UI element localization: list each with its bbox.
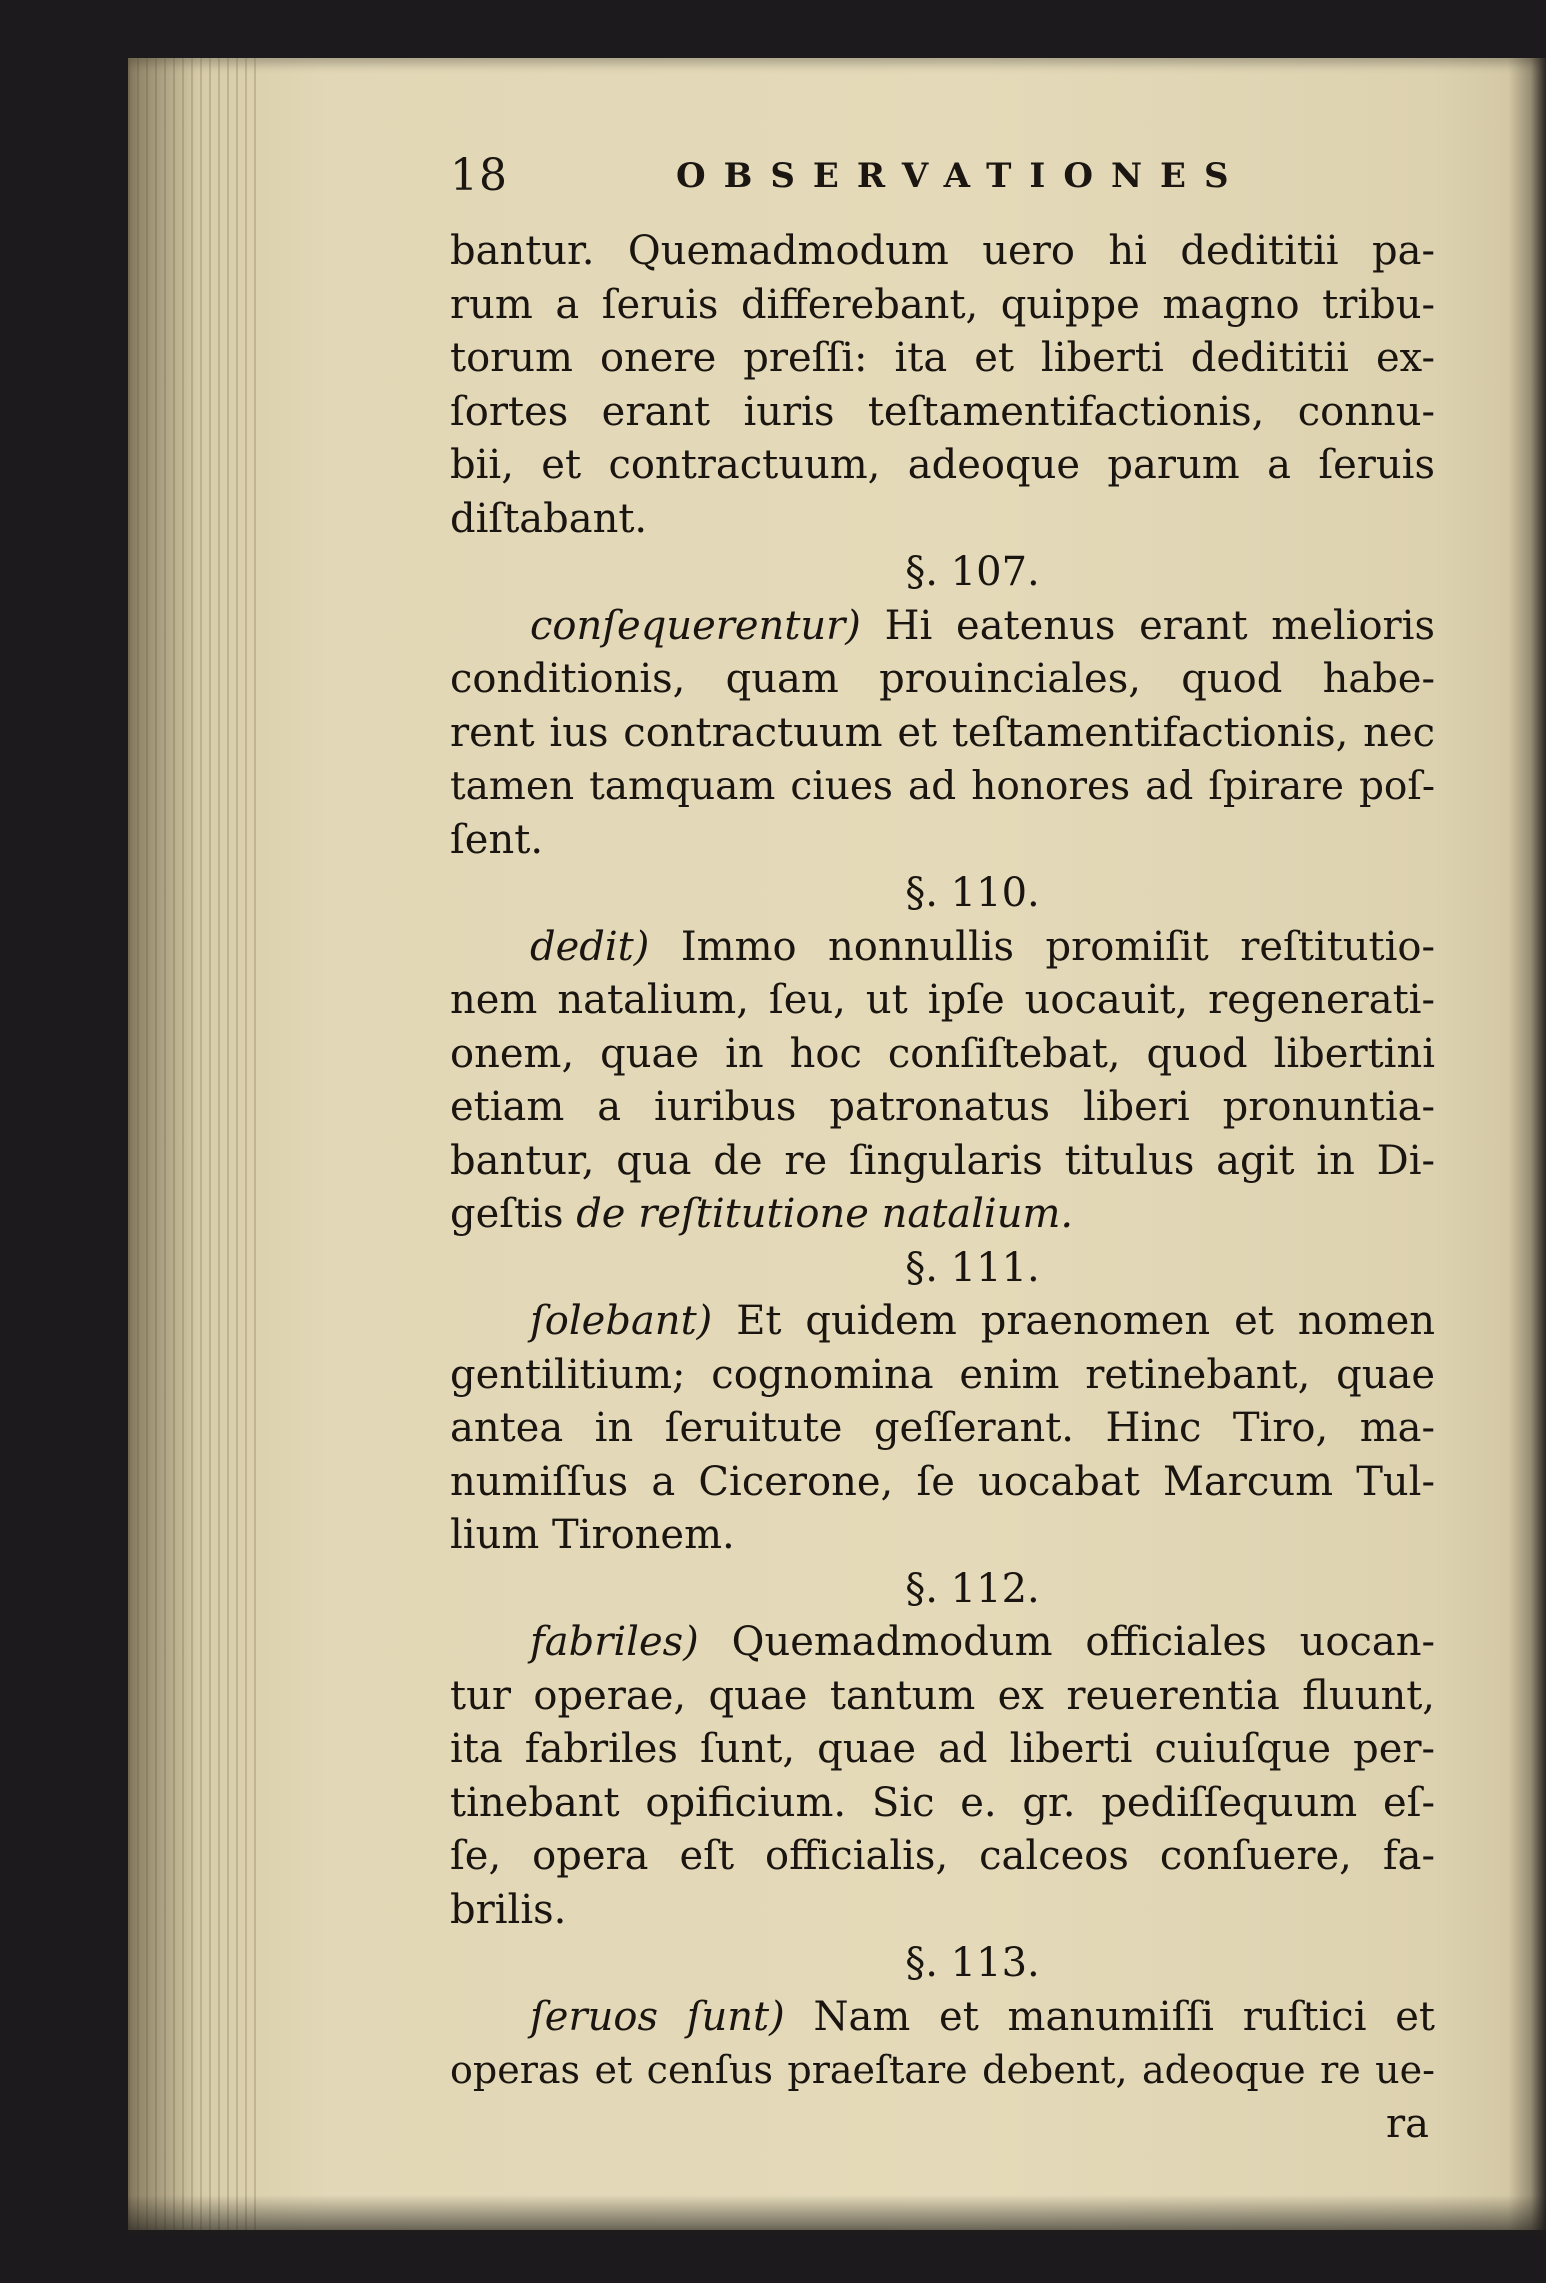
text-line: lium Tironem. (450, 1512, 735, 1558)
text-line: diſtabant. (450, 495, 648, 542)
text-line: rent ius contractuum et teſtamentifactionis, nec (450, 709, 1435, 756)
text-line: tinebant opificium. Sic e. gr. pediſſequum eſ- (450, 1779, 1435, 1826)
italic-title: de reſtitutione natalium. (576, 1191, 1074, 1237)
section-number (450, 867, 1435, 921)
text-line: ſortes erant iuris teſtamentifactionis, connu- (450, 388, 1435, 435)
bottom-page-edge (128, 2195, 1546, 2235)
section-110 (450, 867, 1435, 1242)
text-line: etiam a iuribus patronatus liberi pronuntia- (450, 1084, 1435, 1130)
text-line: gentilitium; cognomina enim retinebant, quae (450, 1351, 1435, 1398)
section-number-text: §. 113. (905, 1940, 1040, 1986)
text-line: conditionis, quam prouinciales, quod habe- (450, 656, 1435, 702)
right-page-edge (1508, 58, 1546, 2230)
section-number-text: §. 107. (905, 549, 1040, 595)
catchword: ra (1386, 2100, 1429, 2147)
lemma: ſolebant) (530, 1298, 713, 1344)
page-number: 18 (450, 150, 508, 201)
text-line: nem natalium, ſeu, ut ipſe uocauit, regenerati- (450, 977, 1435, 1023)
text-line: ſe, opera eſt officialis, calceos conſuere, fa- (450, 1833, 1435, 1879)
section-111 (450, 1242, 1435, 1563)
text-run: Immo nonnullis promiſit reſtitutio- (649, 923, 1435, 970)
text-line (450, 1188, 1435, 1242)
text-line: tamen tamquam ciues ad honores ad ſpirare poſ- (450, 764, 1435, 809)
text-line (450, 1295, 1435, 1349)
text-line (450, 1616, 1435, 1670)
text-line: ita fabriles ſunt, quae ad liberti cuiuſque per- (450, 1726, 1435, 1772)
text-line: onem, quae in hoc conſiſtebat, quod libertini (450, 1030, 1435, 1077)
paragraph (450, 225, 1435, 546)
text-run: geſtis (450, 1191, 577, 1237)
section-number (450, 546, 1435, 600)
section-number (450, 1563, 1435, 1617)
text-line (450, 921, 1435, 975)
section-number (450, 1937, 1435, 1991)
lemma: dedit) (530, 923, 650, 970)
section-number-text: §. 110. (905, 870, 1040, 916)
lemma: fabriles) (530, 1619, 699, 1665)
text-line (450, 1991, 1435, 2045)
text-line: bii, et contractuum, adeoque parum a ſeruis (450, 442, 1435, 488)
text-line: rum a ſeruis differebant, quippe magno tribu- (450, 281, 1435, 328)
section-number (450, 1242, 1435, 1296)
text-line: bantur. Quemadmodum uero hi dedititii pa- (450, 228, 1435, 274)
text-run: Quemadmodum officiales uocan- (698, 1619, 1435, 1665)
text-block (450, 225, 1435, 2151)
section-number-text: §. 111. (905, 1244, 1040, 1291)
text-run: Nam et manumiſſi ruſtici et (784, 1993, 1435, 2040)
text-run: Hi eatenus erant melioris (860, 602, 1435, 649)
text-line: operas et cenſus praeſtare debent, adeoque re ue- (450, 2048, 1435, 2092)
text-line: ſent. (450, 816, 544, 863)
lemma: ſeruos ſunt) (530, 1993, 785, 2040)
text-line (450, 600, 1435, 654)
lemma: conſequerentur) (530, 602, 861, 649)
text-line: torum onere preſſi: ita et liberti dedititii ex- (450, 335, 1435, 381)
text-line: brilis. (450, 1886, 567, 1933)
gutter-shadow (128, 58, 198, 2230)
text-line: bantur, qua de re ſingularis titulus agit in Di- (450, 1137, 1435, 1184)
section-107 (450, 546, 1435, 867)
section-112 (450, 1563, 1435, 1938)
running-head: OBSERVATIONES (676, 156, 1247, 196)
text-line: numiſſus a Cicerone, ſe uocabat Marcum Tul- (450, 1458, 1435, 1505)
section-number-text: §. 112. (905, 1565, 1040, 1612)
text-line: tur operae, quae tantum ex reuerentia fluunt, (450, 1672, 1435, 1719)
text-line: antea in ſeruitute geſſerant. Hinc Tiro, ma- (450, 1405, 1435, 1451)
text-run: Et quidem praenomen et nomen (712, 1298, 1435, 1344)
section-113 (450, 1937, 1435, 2098)
